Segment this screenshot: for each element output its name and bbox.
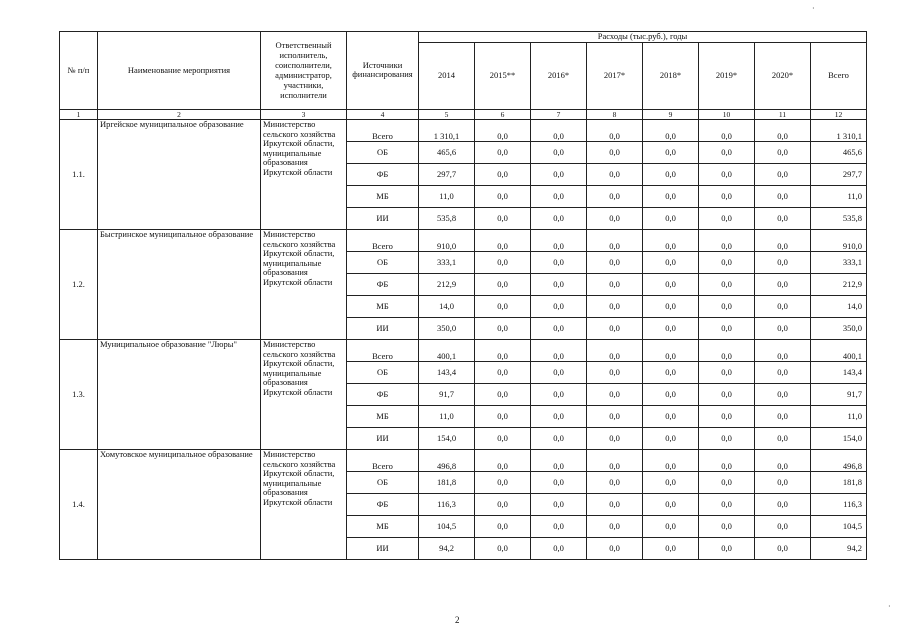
value-cell: 0,0 [587, 516, 643, 538]
column-number: 6 [475, 109, 531, 120]
item-name: Хомутовское муниципальное образование [98, 450, 261, 560]
value-cell: 0,0 [643, 472, 699, 494]
funding-source: МБ [347, 296, 419, 318]
value-cell: 0,0 [643, 494, 699, 516]
value-cell: 0,0 [475, 538, 531, 560]
value-cell: 0,0 [643, 120, 699, 142]
value-cell: 0,0 [587, 296, 643, 318]
total-cell: 14,0 [811, 296, 867, 318]
value-cell: 0,0 [699, 494, 755, 516]
column-number: 3 [261, 109, 347, 120]
budget-table [59, 31, 867, 560]
item-responsible: Министерство сельского хозяйства Иркутской области, муниципальные образования Иркутской области [261, 450, 347, 560]
value-cell: 0,0 [531, 186, 587, 208]
funding-source: ОБ [347, 252, 419, 274]
scan-speck: · [812, 4, 815, 13]
header-year: 2017* [587, 42, 643, 109]
total-cell: 91,7 [811, 384, 867, 406]
value-cell: 0,0 [643, 296, 699, 318]
total-cell: 143,4 [811, 362, 867, 384]
value-cell: 0,0 [643, 186, 699, 208]
value-cell: 0,0 [643, 142, 699, 164]
value-cell: 0,0 [531, 472, 587, 494]
total-cell: 535,8 [811, 208, 867, 230]
value-cell: 333,1 [419, 252, 475, 274]
column-number: 9 [643, 109, 699, 120]
funding-source: ОБ [347, 142, 419, 164]
value-cell: 0,0 [699, 186, 755, 208]
value-cell: 0,0 [475, 164, 531, 186]
value-cell: 0,0 [699, 516, 755, 538]
item-name: Иргейское муниципальное образование [98, 120, 261, 230]
value-cell: 0,0 [699, 340, 755, 362]
value-cell: 0,0 [531, 164, 587, 186]
funding-source: МБ [347, 516, 419, 538]
value-cell: 0,0 [643, 406, 699, 428]
value-cell: 0,0 [755, 274, 811, 296]
value-cell: 0,0 [755, 406, 811, 428]
value-cell: 0,0 [531, 538, 587, 560]
value-cell: 910,0 [419, 230, 475, 252]
value-cell: 0,0 [475, 274, 531, 296]
column-number: 4 [347, 109, 419, 120]
value-cell: 0,0 [699, 230, 755, 252]
value-cell: 350,0 [419, 318, 475, 340]
value-cell: 0,0 [475, 406, 531, 428]
value-cell: 0,0 [587, 120, 643, 142]
value-cell: 0,0 [587, 230, 643, 252]
item-number: 1.2. [60, 230, 98, 340]
value-cell: 0,0 [531, 450, 587, 472]
value-cell: 0,0 [755, 120, 811, 142]
item-responsible: Министерство сельского хозяйства Иркутской области, муниципальные образования Иркутской области [261, 120, 347, 230]
funding-source: Всего [347, 340, 419, 362]
item-number: 1.4. [60, 450, 98, 560]
table-row [60, 230, 867, 252]
value-cell: 0,0 [475, 252, 531, 274]
value-cell: 0,0 [699, 208, 755, 230]
value-cell: 14,0 [419, 296, 475, 318]
value-cell: 0,0 [643, 208, 699, 230]
total-cell: 116,3 [811, 494, 867, 516]
value-cell: 0,0 [587, 208, 643, 230]
value-cell: 0,0 [587, 472, 643, 494]
column-number: 8 [587, 109, 643, 120]
value-cell: 0,0 [755, 340, 811, 362]
item-responsible: Министерство сельского хозяйства Иркутской области, муниципальные образования Иркутской области [261, 340, 347, 450]
value-cell: 0,0 [755, 538, 811, 560]
value-cell: 0,0 [699, 428, 755, 450]
value-cell: 0,0 [587, 274, 643, 296]
value-cell: 0,0 [699, 384, 755, 406]
value-cell: 0,0 [587, 362, 643, 384]
value-cell: 0,0 [699, 120, 755, 142]
value-cell: 0,0 [755, 318, 811, 340]
value-cell: 0,0 [587, 538, 643, 560]
column-number: 5 [419, 109, 475, 120]
value-cell: 0,0 [475, 428, 531, 450]
value-cell: 0,0 [699, 472, 755, 494]
item-responsible: Министерство сельского хозяйства Иркутской области, муниципальные образования Иркутской области [261, 230, 347, 340]
funding-source: ИИ [347, 428, 419, 450]
value-cell: 0,0 [531, 494, 587, 516]
value-cell: 465,6 [419, 142, 475, 164]
value-cell: 0,0 [643, 384, 699, 406]
header-name: Наименование мероприятия [98, 32, 261, 110]
value-cell: 0,0 [755, 516, 811, 538]
column-number: 11 [755, 109, 811, 120]
value-cell: 0,0 [755, 164, 811, 186]
header-source: Источники финансирования [347, 32, 419, 110]
value-cell: 0,0 [643, 428, 699, 450]
value-cell: 0,0 [587, 494, 643, 516]
value-cell: 0,0 [643, 450, 699, 472]
value-cell: 0,0 [755, 472, 811, 494]
item-number: 1.1. [60, 120, 98, 230]
value-cell: 0,0 [531, 208, 587, 230]
funding-source: Всего [347, 450, 419, 472]
table-row [60, 340, 867, 362]
value-cell: 0,0 [643, 230, 699, 252]
value-cell: 0,0 [475, 340, 531, 362]
column-number: 1 [60, 109, 98, 120]
funding-source: ФБ [347, 274, 419, 296]
value-cell: 0,0 [531, 120, 587, 142]
total-cell: 154,0 [811, 428, 867, 450]
total-cell: 297,7 [811, 164, 867, 186]
header-year: 2015** [475, 42, 531, 109]
value-cell: 212,9 [419, 274, 475, 296]
total-cell: 1 310,1 [811, 120, 867, 142]
value-cell: 0,0 [699, 296, 755, 318]
value-cell: 0,0 [475, 362, 531, 384]
value-cell: 0,0 [699, 142, 755, 164]
funding-source: Всего [347, 120, 419, 142]
funding-source: ФБ [347, 494, 419, 516]
value-cell: 11,0 [419, 406, 475, 428]
funding-source: МБ [347, 186, 419, 208]
item-name: Муниципальное образование "Люры" [98, 340, 261, 450]
value-cell: 91,7 [419, 384, 475, 406]
value-cell: 0,0 [643, 318, 699, 340]
total-cell: 11,0 [811, 186, 867, 208]
value-cell: 0,0 [587, 428, 643, 450]
value-cell: 0,0 [587, 384, 643, 406]
funding-source: ФБ [347, 384, 419, 406]
value-cell: 0,0 [475, 450, 531, 472]
page-number: 2 [455, 615, 460, 625]
value-cell: 0,0 [643, 164, 699, 186]
value-cell: 0,0 [475, 296, 531, 318]
header-year: 2014 [419, 42, 475, 109]
value-cell: 0,0 [531, 252, 587, 274]
value-cell: 0,0 [755, 296, 811, 318]
total-cell: 104,5 [811, 516, 867, 538]
value-cell: 0,0 [699, 450, 755, 472]
funding-source: ФБ [347, 164, 419, 186]
column-number: 2 [98, 109, 261, 120]
header-year: 2019* [699, 42, 755, 109]
value-cell: 0,0 [531, 230, 587, 252]
value-cell: 0,0 [531, 362, 587, 384]
value-cell: 0,0 [587, 186, 643, 208]
value-cell: 154,0 [419, 428, 475, 450]
value-cell: 0,0 [587, 450, 643, 472]
funding-source: ОБ [347, 472, 419, 494]
total-cell: 400,1 [811, 340, 867, 362]
value-cell: 0,0 [587, 406, 643, 428]
value-cell: 0,0 [531, 340, 587, 362]
value-cell: 297,7 [419, 164, 475, 186]
item-name: Быстринское муниципальное образование [98, 230, 261, 340]
funding-source: ОБ [347, 362, 419, 384]
funding-source: Всего [347, 230, 419, 252]
value-cell: 0,0 [643, 274, 699, 296]
value-cell: 0,0 [531, 296, 587, 318]
value-cell: 0,0 [531, 142, 587, 164]
value-cell: 181,8 [419, 472, 475, 494]
value-cell: 0,0 [699, 274, 755, 296]
value-cell: 0,0 [755, 252, 811, 274]
value-cell: 0,0 [587, 142, 643, 164]
header-year: 2016* [531, 42, 587, 109]
scan-speck: · [888, 602, 891, 611]
total-cell: 181,8 [811, 472, 867, 494]
value-cell: 0,0 [475, 318, 531, 340]
value-cell: 0,0 [587, 252, 643, 274]
total-cell: 496,8 [811, 450, 867, 472]
total-cell: 333,1 [811, 252, 867, 274]
value-cell: 0,0 [755, 494, 811, 516]
value-cell: 0,0 [475, 384, 531, 406]
total-cell: 212,9 [811, 274, 867, 296]
value-cell: 0,0 [699, 538, 755, 560]
value-cell: 0,0 [643, 362, 699, 384]
value-cell: 0,0 [531, 318, 587, 340]
value-cell: 0,0 [755, 186, 811, 208]
value-cell: 0,0 [475, 516, 531, 538]
value-cell: 0,0 [587, 340, 643, 362]
column-number: 12 [811, 109, 867, 120]
value-cell: 0,0 [755, 362, 811, 384]
total-cell: 94,2 [811, 538, 867, 560]
funding-source: МБ [347, 406, 419, 428]
header-responsible: Ответственный исполнитель, соисполнители, администратор, участники, исполнители [261, 32, 347, 110]
table-row [60, 450, 867, 472]
value-cell: 0,0 [699, 318, 755, 340]
value-cell: 0,0 [531, 406, 587, 428]
value-cell: 0,0 [755, 208, 811, 230]
value-cell: 0,0 [699, 164, 755, 186]
value-cell: 0,0 [475, 208, 531, 230]
value-cell: 0,0 [755, 450, 811, 472]
table-row [60, 120, 867, 142]
total-cell: 910,0 [811, 230, 867, 252]
value-cell: 116,3 [419, 494, 475, 516]
value-cell: 0,0 [643, 252, 699, 274]
value-cell: 94,2 [419, 538, 475, 560]
value-cell: 0,0 [755, 428, 811, 450]
value-cell: 0,0 [643, 538, 699, 560]
value-cell: 0,0 [755, 230, 811, 252]
value-cell: 0,0 [699, 362, 755, 384]
header-total: Всего [811, 42, 867, 109]
value-cell: 0,0 [699, 406, 755, 428]
value-cell: 535,8 [419, 208, 475, 230]
header-expenses-title: Расходы (тыс.руб.), годы [419, 32, 867, 43]
header-year: 2018* [643, 42, 699, 109]
total-cell: 350,0 [811, 318, 867, 340]
value-cell: 143,4 [419, 362, 475, 384]
value-cell: 400,1 [419, 340, 475, 362]
value-cell: 0,0 [531, 274, 587, 296]
value-cell: 0,0 [643, 516, 699, 538]
value-cell: 0,0 [531, 516, 587, 538]
item-number: 1.3. [60, 340, 98, 450]
value-cell: 0,0 [475, 120, 531, 142]
value-cell: 496,8 [419, 450, 475, 472]
total-cell: 11,0 [811, 406, 867, 428]
value-cell: 0,0 [475, 494, 531, 516]
column-number: 7 [531, 109, 587, 120]
header-num: № п/п [60, 32, 98, 110]
value-cell: 0,0 [531, 428, 587, 450]
value-cell: 0,0 [755, 142, 811, 164]
value-cell: 0,0 [475, 472, 531, 494]
value-cell: 104,5 [419, 516, 475, 538]
value-cell: 0,0 [587, 164, 643, 186]
value-cell: 0,0 [531, 384, 587, 406]
total-cell: 465,6 [811, 142, 867, 164]
value-cell: 11,0 [419, 186, 475, 208]
value-cell: 0,0 [699, 252, 755, 274]
funding-source: ИИ [347, 538, 419, 560]
funding-source: ИИ [347, 208, 419, 230]
value-cell: 0,0 [643, 340, 699, 362]
value-cell: 1 310,1 [419, 120, 475, 142]
value-cell: 0,0 [755, 384, 811, 406]
funding-source: ИИ [347, 318, 419, 340]
value-cell: 0,0 [475, 186, 531, 208]
header-year: 2020* [755, 42, 811, 109]
value-cell: 0,0 [475, 230, 531, 252]
value-cell: 0,0 [587, 318, 643, 340]
column-number: 10 [699, 109, 755, 120]
value-cell: 0,0 [475, 142, 531, 164]
